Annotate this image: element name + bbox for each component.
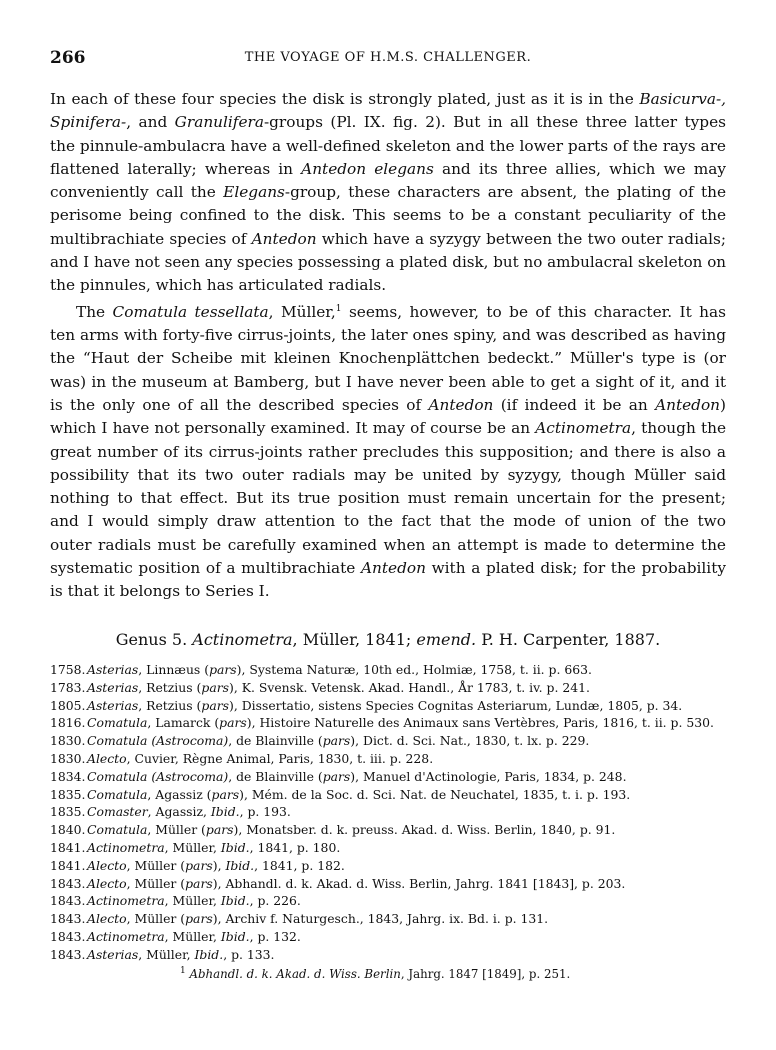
synonym-entry: 1783. Asterias, Retzius (pars), K. Svensk. Vetensk. Akad. Handl., År 1783, t. iv. p. 241.	[50, 679, 590, 695]
text-line: nothing to that effect. But its true position must remain uncertain for the present;	[50, 489, 726, 508]
page-number: 266	[50, 48, 86, 68]
synonym-entry: 1830. Comatula (Astrocoma), de Blainville (pars), Dict. d. Sci. Nat., 1830, t. lx. p. 229.	[50, 733, 590, 749]
text-line: the pinnules, which has articulated radials.	[50, 276, 387, 295]
text-line: possibility that its two outer radials may be united by syzygy, though Müller said	[50, 465, 726, 484]
synonym-entry: 1841. Actinometra, Müller, Ibid., 1841, p. 180.	[50, 839, 341, 855]
synonym-entry: 1816. Comatula, Lamarck (pars), Histoire Naturelle des Animaux sans Vertèbres, Paris, 1816, t. ii. p. 530.	[50, 715, 714, 731]
text-line: which I have not personally examined. It may of course be an Actinometra, though the	[50, 419, 726, 438]
text-line: flattened laterally; whereas in Antedon elegans and its three allies, which we may	[50, 159, 726, 178]
footnote-marker: 1	[180, 966, 186, 976]
page-header	[50, 48, 726, 70]
synonym-entry: 1805. Asterias, Retzius (pars), Dissertatio, sistens Species Cognitas Asteriarum, Lundæ, 1805, p. 34.	[50, 697, 683, 713]
text-line: perisome being confined to the disk. This seems to be a constant peculiarity of the	[50, 206, 726, 225]
text-line: systematic position of a multibrachiate Antedon with a plated disk; for the probability	[50, 559, 726, 578]
text-line: the “Haut der Scheibe mit kleinen Knochenplättchen bedeckt.” Müller's type is (or	[50, 349, 726, 368]
text-line: the pinnule-ambulacra have a well-defined skeleton and the lower parts of the rays are	[50, 136, 726, 155]
text-line: is that it belongs to Series I.	[50, 582, 270, 601]
footnote-ref: 1	[335, 303, 342, 314]
text-line: and I have not seen any species possessing a plated disk, but no ambulacral skeleton on	[50, 253, 726, 272]
synonym-entry: 1835. Comaster, Agassiz, Ibid., p. 193.	[50, 804, 291, 820]
synonym-entry: 1830. Alecto, Cuvier, Règne Animal, Paris, 1830, t. iii. p. 228.	[50, 750, 434, 766]
body-text	[50, 88, 726, 604]
synonym-entry: 1841. Alecto, Müller (pars), Ibid., 1841, p. 182.	[50, 857, 345, 873]
synonym-entry: 1835. Comatula, Agassiz (pars), Mém. de la Soc. d. Sci. Nat. de Neuchatel, 1835, t. i. p. 193.	[50, 786, 631, 802]
text-line: great number of its cirrus-joints rather precludes this supposition; and there is also a	[50, 442, 726, 461]
synonym-entry: 1843. Actinometra, Müller, Ibid., p. 132.	[50, 928, 301, 944]
text-line: was) in the museum at Bamberg, but I have never been able to get a sight of it, and it	[50, 372, 726, 391]
text-line: The Comatula tessellata, Müller,$^1$ seems, however, to be of this character. It has	[76, 302, 726, 321]
synonym-entry: 1843. Asterias, Müller, Ibid., p. 133.	[50, 946, 275, 962]
text-line: and I would simply draw attention to the fact that the mode of union of the two	[50, 512, 726, 531]
synonym-entry: 1834. Comatula (Astrocoma), de Blainville (pars), Manuel d'Actinologie, Paris, 1834, p. 248.	[50, 768, 627, 784]
text-line: ten arms with forty-five cirrus-joints, the later ones spiny, and was described as having	[50, 326, 726, 345]
synonym-entry: 1843. Alecto, Müller (pars), Archiv f. Naturgesch., 1843, Jahrg. ix. Bd. i. p. 131.	[50, 911, 549, 927]
text-line: conveniently call the Elegans-group, these characters are absent, the plating of the	[50, 183, 727, 202]
synonym-entry: 1758. Asterias, Linnæus (pars), Systema Naturæ, 10th ed., Holmiæ, 1758, t. ii. p. 663.	[50, 662, 592, 677]
text-line: multibrachiate species of Antedon which have a syzygy between the two outer radials;	[50, 229, 726, 248]
text-line: Spinifera-, and Granulifera-groups (Pl. IX. fig. 2). But in all these three latter types	[50, 113, 727, 132]
synonymy-list	[50, 661, 726, 964]
running-title: THE VOYAGE OF H.M.S. CHALLENGER.	[244, 50, 532, 65]
text-line: In each of these four species the disk is strongly plated, just as it is in the Basicurva-,	[50, 90, 726, 108]
genus-heading: Genus 5. Actinometra, Müller, 1841; emend. P. H. Carpenter, 1887.	[115, 630, 661, 649]
synonym-entry: 1840. Comatula, Müller (pars), Monatsber. d. k. preuss. Akad. d. Wiss. Berlin, 1840, p. 91.	[50, 822, 616, 838]
text-line: outer radials must be carefully examined when an attempt is made to determine the	[50, 535, 726, 554]
synonym-entry: 1843. Actinometra, Müller, Ibid., p. 226.	[50, 893, 301, 909]
footnote: $^1$ Abhandl. d. k. Akad. d. Wiss. Berlin, Jahrg. 1847 [1849], p. 251.	[180, 966, 571, 981]
synonym-entry: 1843. Alecto, Müller (pars), Abhandl. d. k. Akad. d. Wiss. Berlin, Jahrg. 1841 [1843], p. 203.	[50, 875, 626, 891]
text-line: is the only one of all the described species of Antedon (if indeed it be an Antedon)	[50, 395, 726, 414]
